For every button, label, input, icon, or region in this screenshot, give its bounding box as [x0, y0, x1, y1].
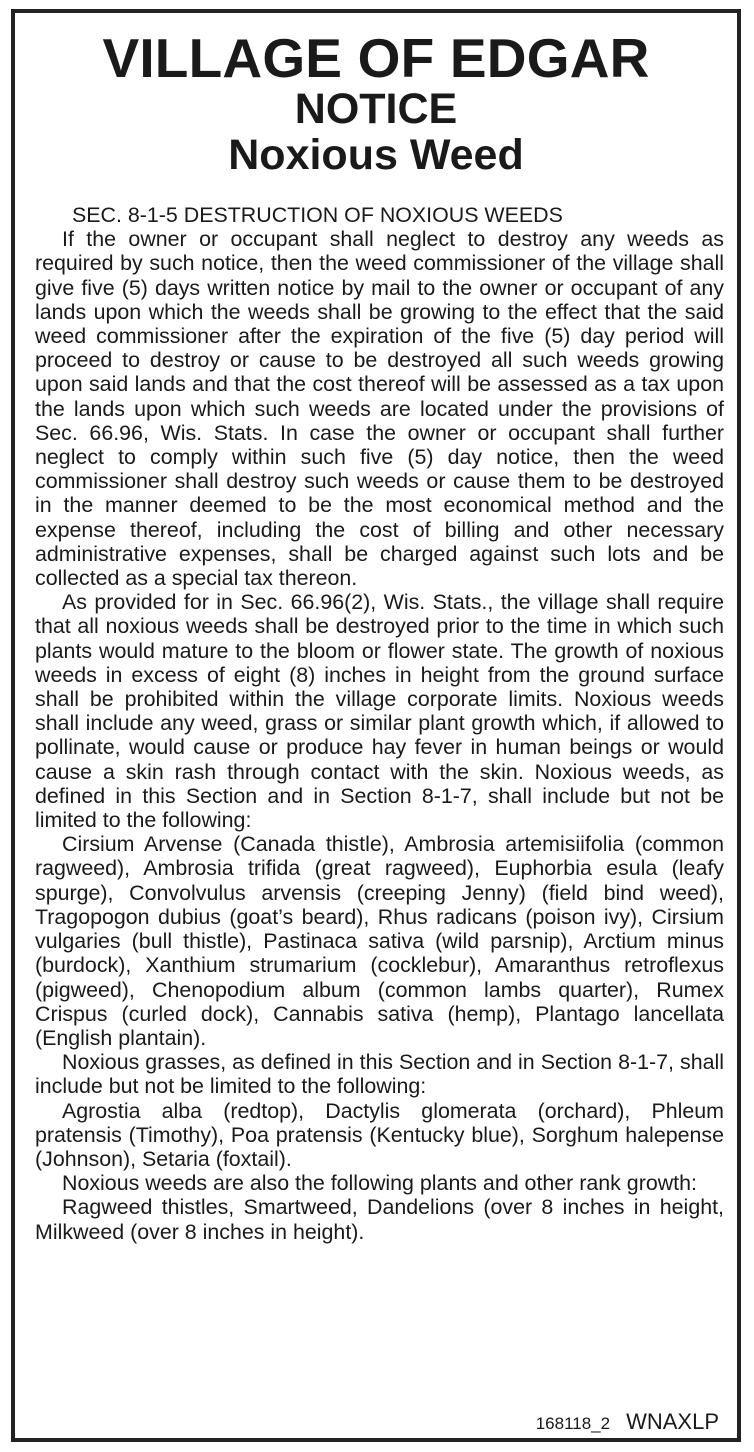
paragraph-other-list: Ragweed thistles, Smartweed, Dandelions (over 8 inches in height, Milkweed (over 8 inches in height). [35, 1195, 724, 1244]
section-heading: SEC. 8-1-5 DESTRUCTION OF NOXIOUS WEEDS [72, 203, 563, 227]
paragraph-weed-list: Cirsium Arvense (Canada thistle), Ambrosia artemisiifolia (common ragweed), Ambrosia trifida (great ragweed), Euphorbia esula (leafy spurge), Convolvulus arvensis (creeping Jenny) (field bind weed), Tragopogon dubius (goat’s beard), Rhus radicans (poison ivy), Cirsium vulgaries (bull thistle), Pastinaca sativa (wild parsnip), Arctium minus (burdock), Xanthium strumarium (cocklebur), Amaranthus retroflexus (pigweed), Chenopodium album (common lambs quarter), Rumex Crispus (curled dock), Cannabis sativa (hemp), Plantago lancellata (English plantain). [35, 832, 724, 1050]
publication-code: WNAXLP [626, 1409, 719, 1434]
notice-subtitle: NOTICE [294, 85, 458, 133]
paragraph-neglect: If the owner or occupant shall neglect to destroy any weeds as required by such notice, then the weed commissioner of the village shall give five (5) days written notice by mail to the owner or occupant of any lands upon which the weeds shall be growing to the effect that the said weed commissioner after the expiration of the five (5) day period will proceed to destroy or cause to be destroyed all such weeds growing upon said lands and that the cost thereof will be assessed as a tax upon the lands upon which such weeds are located under the provisions of Sec. 66.96, Wis. Stats. In case the owner or occupant shall further neglect to comply within such five (5) day notice, then the weed commissioner shall destroy such weeds or cause them to be destroyed in the manner deemed to be the most economical method and the expense thereof, including the cost of billing and other necessary administrative expenses, shall be charged against such lots and be collected as a special tax thereon. [35, 227, 724, 591]
paragraph-requirements: As provided for in Sec. 66.96(2), Wis. Stats., the village shall require that all noxious weeds shall be destroyed prior to the time in which such plants would mature to the bloom or flower state. The growth of noxious weeds in excess of eight (8) inches in height from the ground surface shall be prohibited within the village corporate limits. Noxious weeds shall include any weed, grass or similar plant growth which, if allowed to pollinate, would cause or produce hay fever in human beings or would cause a skin rash through contact with the skin. Noxious weeds, as defined in this Section and in Section 8-1-7, shall include but not be limited to the following: [35, 590, 724, 833]
notice-title: VILLAGE OF EDGAR [102, 27, 650, 89]
paragraph-grasses-intro: Noxious grasses, as defined in this Section and in Section 8-1-7, shall include but not be limited to the following: [35, 1050, 724, 1099]
paragraph-grass-list: Agrostia alba (redtop), Dactylis glomerata (orchard), Phleum pratensis (Timothy), Poa pratensis (Kentucky blue), Sorghum halepense (Johnson), Setaria (foxtail). [35, 1098, 724, 1171]
legal-notice [11, 9, 741, 1442]
ad-code: 168118_2 [535, 1414, 611, 1433]
paragraph-other-intro: Noxious weeds are also the following plants and other rank growth: [62, 1171, 697, 1196]
notice-topic: Noxious Weed [228, 131, 524, 179]
notice-footer [536, 1409, 719, 1435]
notice-body [35, 203, 724, 1244]
